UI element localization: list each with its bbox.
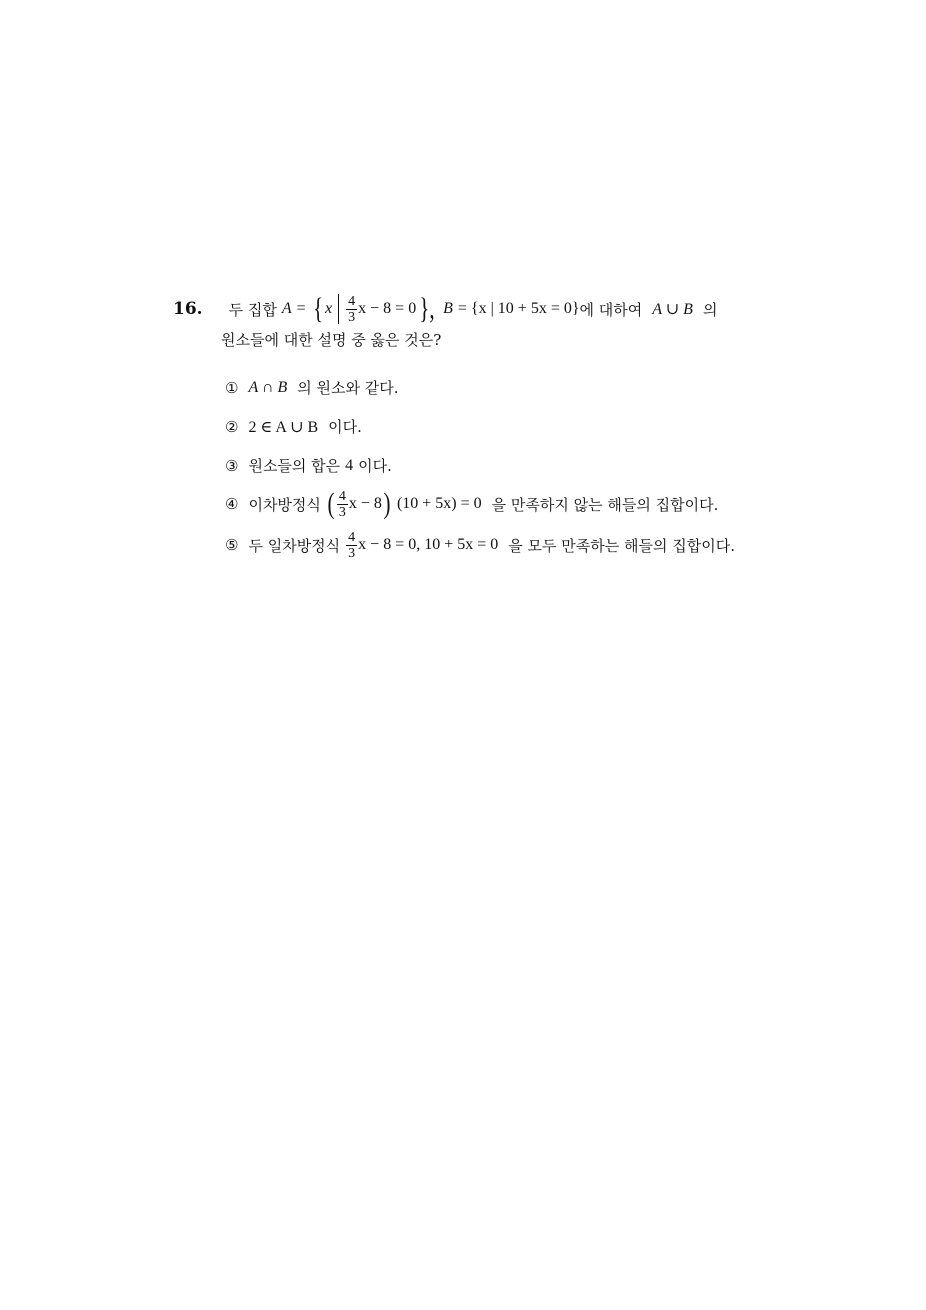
option-4-text: 을 만족하지 않는 해들의 집합이다. bbox=[491, 495, 719, 514]
option-5[interactable] bbox=[225, 527, 735, 563]
option-3-math: 4 bbox=[345, 456, 354, 474]
right-brace: }, bbox=[419, 292, 435, 325]
option-2-mark: ② bbox=[225, 417, 239, 436]
union-expression: A ∪ B bbox=[652, 301, 693, 318]
option-1-text: 의 원소와 같다. bbox=[297, 379, 399, 397]
option-4-pre: 이차방정식 bbox=[248, 495, 321, 514]
text-regarding: 에 대하여 bbox=[579, 300, 643, 319]
left-brace: { bbox=[312, 292, 323, 325]
question-line-2: 원소들에 대한 설명 중 옳은 것은? bbox=[221, 331, 442, 349]
option-5-expr: x − 8 = 0, 10 + 5x = 0 bbox=[358, 536, 499, 553]
option-4-rparen: ) bbox=[383, 487, 391, 520]
equals-sign: = bbox=[296, 300, 306, 317]
text-of: 의 bbox=[702, 300, 718, 319]
equation-a: x − 8 = 0 bbox=[358, 300, 417, 317]
set-b-symbol: B bbox=[443, 300, 453, 317]
option-3[interactable] bbox=[225, 455, 392, 476]
set-variable-x: x bbox=[325, 300, 333, 317]
text-two-sets: 두 집합 bbox=[228, 300, 277, 319]
option-1[interactable] bbox=[225, 377, 399, 398]
option-4-rest: (10 + 5x) = 0 bbox=[396, 495, 482, 512]
fraction-four-thirds: $\frac{4}{3}$ bbox=[348, 293, 356, 325]
option-1-mark: ① bbox=[225, 378, 239, 397]
option-4[interactable] bbox=[225, 486, 718, 522]
option-2[interactable] bbox=[225, 416, 362, 437]
set-a-symbol: A bbox=[281, 300, 292, 317]
option-1-math: A ∩ B bbox=[248, 378, 288, 396]
set-builder-bar bbox=[338, 294, 339, 324]
option-4-lparen: ( bbox=[327, 487, 335, 520]
option-3-mark: ③ bbox=[225, 456, 239, 475]
option-5-mark: ⑤ bbox=[225, 536, 239, 554]
option-4-expr: x − 8 bbox=[348, 495, 382, 512]
option-5-pre: 두 일차방정식 bbox=[248, 536, 341, 555]
question-line-1 bbox=[173, 292, 717, 326]
option-3-pre: 원소들의 합은 bbox=[248, 457, 341, 475]
set-b-definition: = {x | 10 + 5x = 0} bbox=[457, 300, 580, 317]
option-4-mark: ④ bbox=[225, 495, 239, 513]
option-2-math: 2 ∈ A ∪ B bbox=[248, 418, 319, 436]
option-4-fraction: $\frac{4}{3}$ bbox=[338, 488, 346, 520]
question-number: 16. bbox=[173, 299, 203, 319]
option-3-text: 이다. bbox=[358, 457, 392, 475]
option-2-text: 이다. bbox=[328, 418, 362, 436]
option-5-fraction: $\frac{4}{3}$ bbox=[348, 529, 356, 561]
option-5-text: 을 모두 만족하는 해들의 집합이다. bbox=[508, 536, 735, 555]
